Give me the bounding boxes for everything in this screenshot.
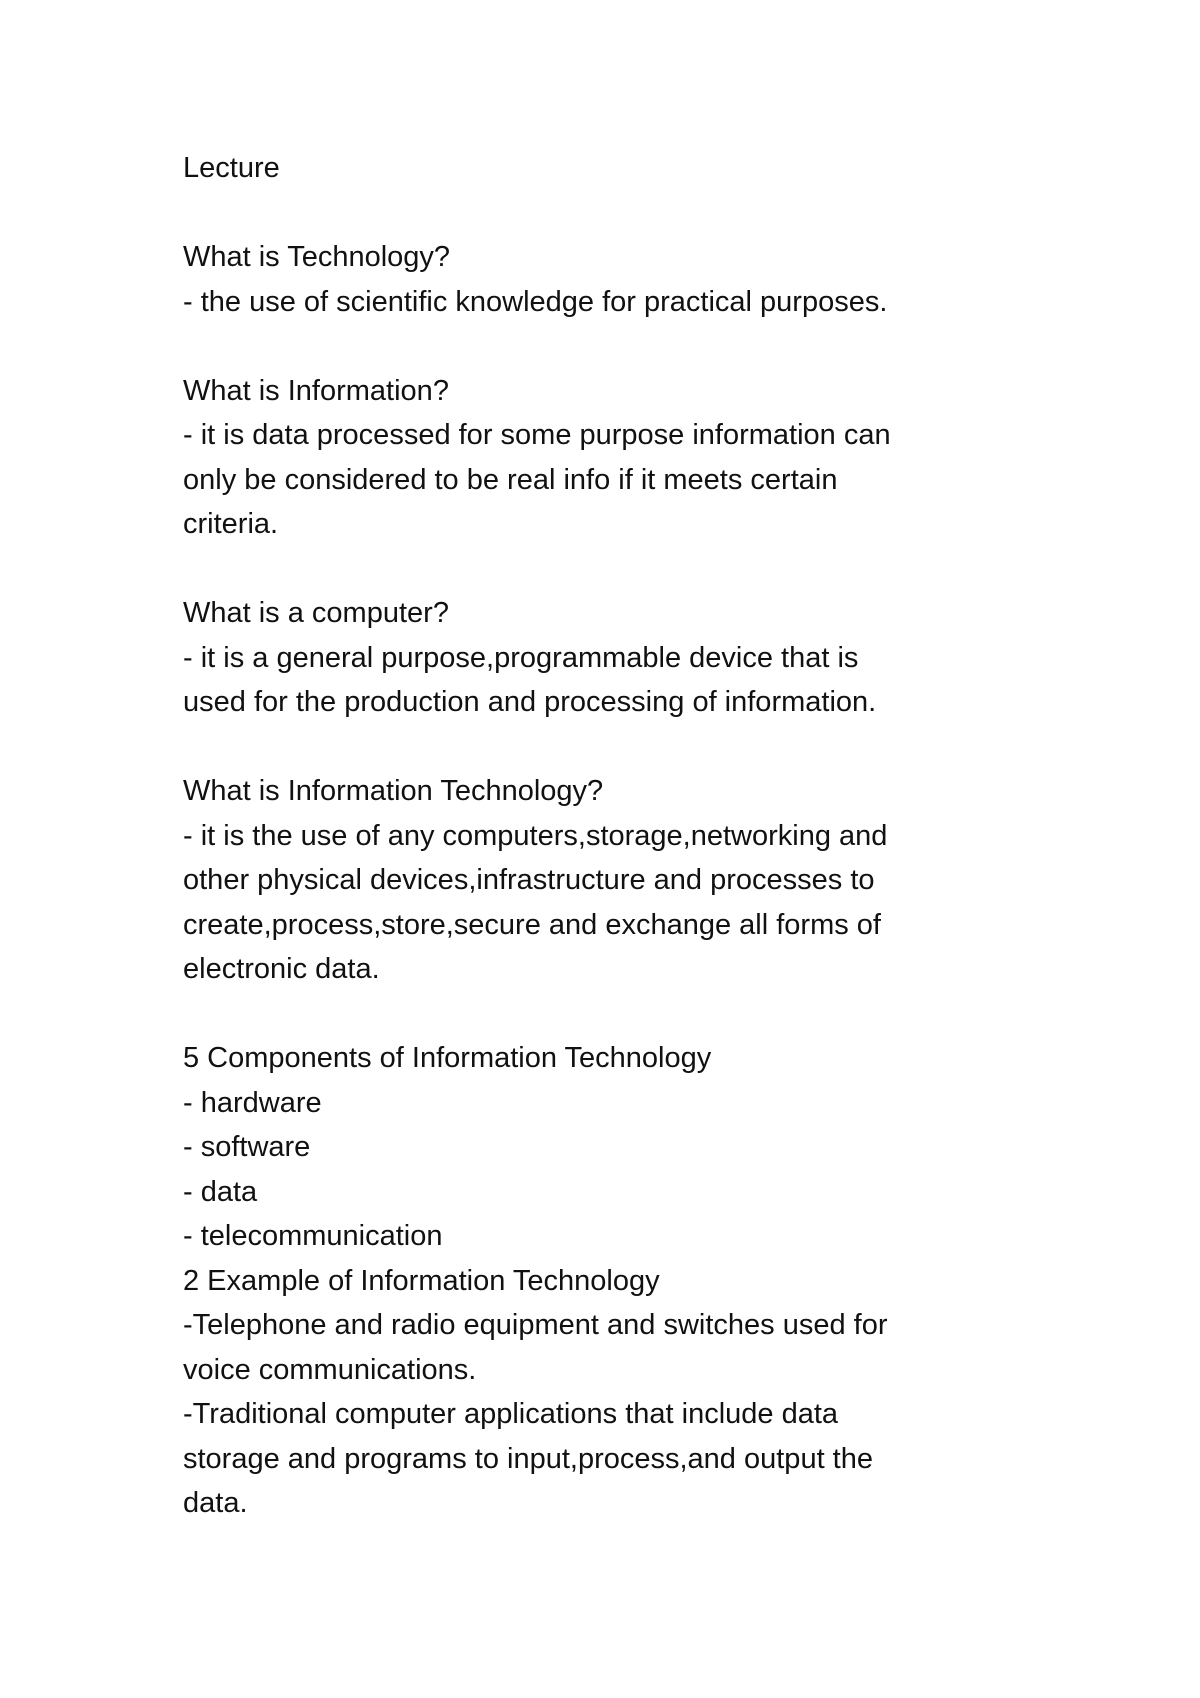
list-item: - telecommunication [183, 1220, 443, 1252]
section-line: only be considered to be real info if it meets certain [183, 463, 838, 496]
section-line: voice communications. [183, 1353, 477, 1386]
section-line: - it is data processed for some purpose information can [183, 419, 891, 451]
section-line: - it is a general purpose,programmable device that is [183, 641, 859, 674]
blank-line [183, 547, 1083, 592]
blank-line [183, 725, 1083, 770]
section-line: - the use of scientific knowledge for practical purposes. [183, 285, 888, 318]
section-line: electronic data. [183, 953, 380, 985]
section-line: used for the production and processing of information. [183, 686, 877, 718]
blank-line [183, 324, 1083, 369]
section-line: storage and programs to input,process,and output the [183, 1442, 873, 1475]
list-item: - hardware [183, 1086, 322, 1119]
section-line: criteria. [183, 508, 279, 540]
section-line: other physical devices,infrastructure and processes to [183, 864, 875, 896]
section-heading: 5 Components of Information Technology [183, 1042, 712, 1074]
blank-line [183, 992, 1083, 1037]
section-line: data. [183, 1487, 248, 1519]
section-line: create,process,store,secure and exchange all forms of [183, 908, 881, 941]
section-heading: What is Information Technology? [183, 775, 604, 807]
section-heading: What is a computer? [183, 597, 449, 629]
blank-line [183, 191, 1083, 236]
section-heading: 2 Example of Information Technology [183, 1264, 660, 1297]
document-body [183, 146, 1083, 1526]
document-title: Lecture [183, 152, 280, 184]
section-heading: What is Information? [183, 374, 449, 407]
section-line: -Traditional computer applications that include data [183, 1398, 839, 1430]
section-line: - it is the use of any computers,storage,networking and [183, 819, 888, 852]
list-item: - software [183, 1131, 311, 1163]
section-line: -Telephone and radio equipment and switches used for [183, 1309, 888, 1341]
list-item: - data [183, 1175, 258, 1208]
section-heading: What is Technology? [183, 241, 451, 273]
